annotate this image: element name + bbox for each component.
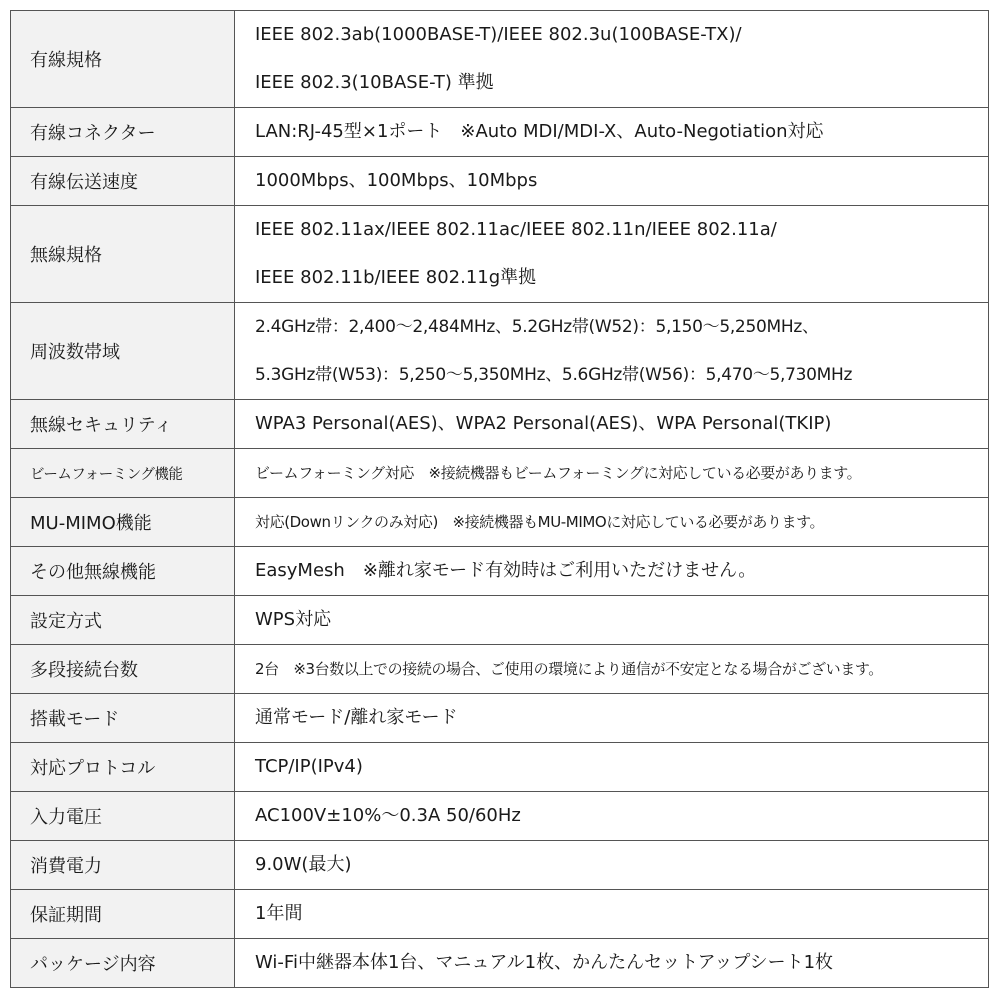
spec-value-line: 対応(Downリンクのみ対応) ※接続機器もMU-MIMOに対応している必要があります。	[255, 513, 825, 531]
spec-value	[235, 108, 989, 157]
spec-value-line: 1年間	[255, 903, 303, 924]
spec-value	[235, 11, 989, 108]
spec-value	[235, 449, 989, 498]
spec-value-line: 1000Mbps、100Mbps、10Mbps	[255, 170, 538, 191]
spec-label: 有線伝送速度	[11, 157, 235, 206]
spec-value-line: 2.4GHz帯：2,400～2,484MHz、5.2GHz帯(W52)：5,150～5,250MHz、	[255, 317, 819, 337]
spec-label: 入力電圧	[11, 792, 235, 841]
spec-row-setup-method	[11, 596, 989, 645]
spec-row-wired-speed	[11, 157, 989, 206]
spec-label: MU-MIMO機能	[11, 498, 235, 547]
spec-label: 消費電力	[11, 841, 235, 890]
spec-value	[235, 792, 989, 841]
spec-row-wired-standard	[11, 11, 989, 108]
spec-value-line: EasyMesh ※離れ家モード有効時はご利用いただけません。	[255, 560, 757, 581]
spec-value	[235, 694, 989, 743]
spec-value-line: 5.3GHz帯(W53)：5,250～5,350MHz、5.6GHz帯(W56)：5,470～5,730MHz	[255, 365, 853, 385]
spec-row-other-wireless	[11, 547, 989, 596]
spec-table	[10, 10, 989, 988]
spec-row-package-contents	[11, 939, 989, 988]
spec-row-multi-stage	[11, 645, 989, 694]
spec-value	[235, 939, 989, 988]
spec-value	[235, 596, 989, 645]
spec-row-modes	[11, 694, 989, 743]
spec-label: 搭載モード	[11, 694, 235, 743]
spec-value-line: Wi-Fi中継器本体1台、マニュアル1枚、かんたんセットアップシート1枚	[255, 952, 834, 973]
spec-row-beamforming	[11, 449, 989, 498]
spec-label: 対応プロトコル	[11, 743, 235, 792]
spec-label: 無線規格	[11, 206, 235, 303]
spec-label: 有線コネクター	[11, 108, 235, 157]
spec-value	[235, 645, 989, 694]
spec-value-line: WPA3 Personal(AES)、WPA2 Personal(AES)、WPA Personal(TKIP)	[255, 413, 832, 434]
spec-label: 設定方式	[11, 596, 235, 645]
spec-row-input-voltage	[11, 792, 989, 841]
spec-label: ビームフォーミング機能	[11, 449, 235, 498]
spec-value-line: 2台 ※3台数以上での接続の場合、ご使用の環境により通信が不安定となる場合がございます。	[255, 660, 883, 678]
spec-value-line: IEEE 802.3ab(1000BASE-T)/IEEE 802.3u(100BASE-TX)/	[255, 24, 742, 45]
spec-value	[235, 841, 989, 890]
spec-value-line: AC100V±10%～0.3A 50/60Hz	[255, 805, 521, 826]
spec-value	[235, 547, 989, 596]
spec-row-wireless-standard	[11, 206, 989, 303]
spec-row-frequency-band	[11, 303, 989, 400]
spec-label: 保証期間	[11, 890, 235, 939]
spec-value-line: 9.0W(最大)	[255, 854, 352, 875]
spec-value	[235, 743, 989, 792]
spec-label: 周波数帯域	[11, 303, 235, 400]
spec-value	[235, 498, 989, 547]
spec-row-power-consumption	[11, 841, 989, 890]
spec-value-line: WPS対応	[255, 609, 332, 630]
spec-row-warranty	[11, 890, 989, 939]
spec-value-line: 通常モード/離れ家モード	[255, 707, 458, 728]
spec-value	[235, 206, 989, 303]
spec-value	[235, 303, 989, 400]
spec-label: 有線規格	[11, 11, 235, 108]
spec-value-line: IEEE 802.3(10BASE-T) 準拠	[255, 72, 494, 93]
spec-row-wireless-security	[11, 400, 989, 449]
spec-row-protocol	[11, 743, 989, 792]
spec-value	[235, 400, 989, 449]
spec-value	[235, 157, 989, 206]
spec-value-line: ビームフォーミング対応 ※接続機器もビームフォーミングに対応している必要があります。	[255, 464, 862, 482]
spec-value	[235, 890, 989, 939]
spec-value-line: TCP/IP(IPv4)	[255, 756, 363, 777]
spec-label: 無線セキュリティ	[11, 400, 235, 449]
spec-label: パッケージ内容	[11, 939, 235, 988]
spec-value-line: IEEE 802.11ax/IEEE 802.11ac/IEEE 802.11n/IEEE 802.11a/	[255, 219, 777, 240]
spec-label: その他無線機能	[11, 547, 235, 596]
spec-row-wired-connector	[11, 108, 989, 157]
spec-value-line: LAN:RJ-45型×1ポート ※Auto MDI/MDI-X、Auto-Negotiation対応	[255, 121, 824, 142]
spec-row-mu-mimo	[11, 498, 989, 547]
spec-value-line: IEEE 802.11b/IEEE 802.11g準拠	[255, 267, 537, 288]
spec-label: 多段接続台数	[11, 645, 235, 694]
